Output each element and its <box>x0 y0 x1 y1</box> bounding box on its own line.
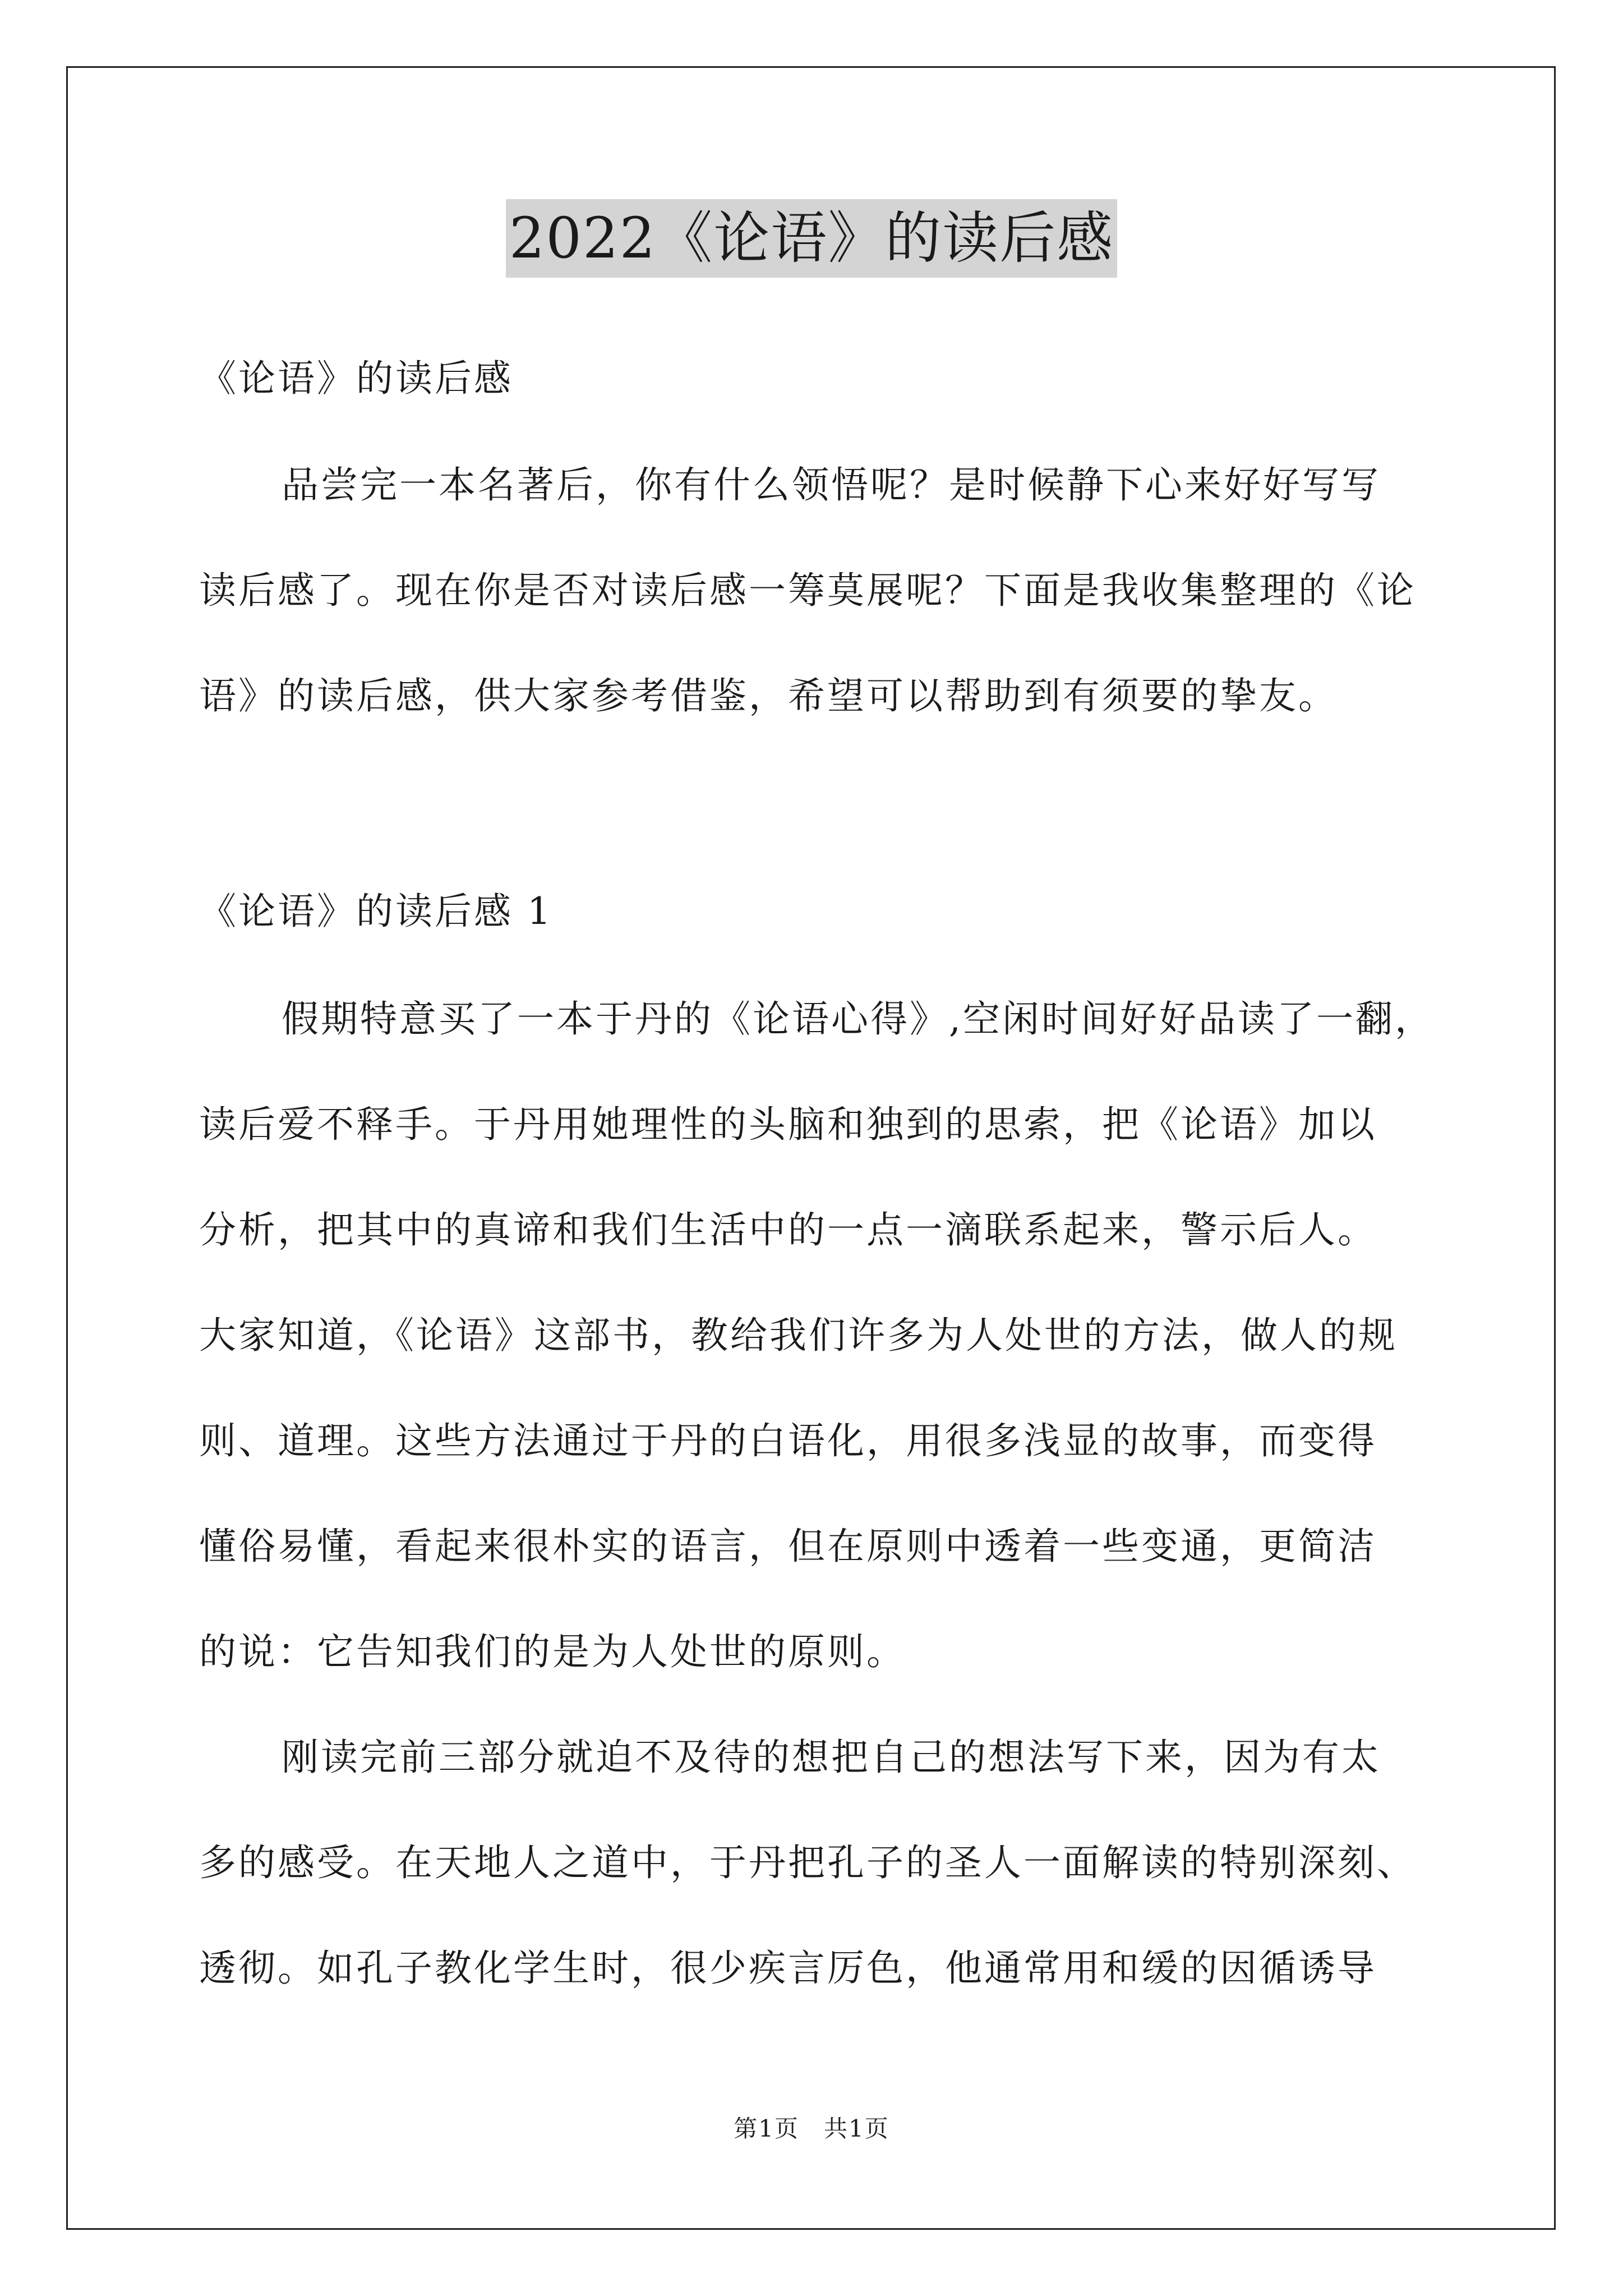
paragraph-line: 读后爱不释手。于丹用她理性的头脑和独到的思索，把《论语》加以 <box>199 1103 1377 1146</box>
paragraph-line: 则、道理。这些方法通过于丹的白语化，用很多浅显的故事，而变得 <box>199 1419 1377 1462</box>
paragraph-line: 透彻。如孔子教化学生时，很少疾言厉色，他通常用和缓的因循诱导 <box>199 1947 1377 1990</box>
section-heading: 《论语》的读后感 1 <box>199 890 553 933</box>
paragraph-line: 假期特意买了一本于丹的《论语心得》,空闲时间好好品读了一翻， <box>282 997 1434 1041</box>
page-footer: 第1页 共1页 <box>734 2115 889 2142</box>
paragraph-line: 刚读完前三部分就迫不及待的想把自己的想法写下来，因为有太 <box>282 1736 1381 1779</box>
paragraph-line: 分析，把其中的真谛和我们生活中的一点一滴联系起来，警示后人。 <box>199 1208 1377 1251</box>
document-title: 2022《论语》的读后感 <box>506 199 1118 278</box>
paragraph-line: 多的感受。在天地人之道中，于丹把孔子的圣人一面解读的特别深刻、 <box>199 1841 1416 1884</box>
title-container <box>0 199 1623 278</box>
intro-line: 读后感了。现在你是否对读后感一筹莫展呢？下面是我收集整理的《论 <box>199 569 1416 612</box>
intro-line: 语》的读后感，供大家参考借鉴，希望可以帮助到有须要的挚友。 <box>199 674 1338 717</box>
intro-heading: 《论语》的读后感 <box>199 357 513 400</box>
paragraph-line: 懂俗易懂，看起来很朴实的语言，但在原则中透着一些变通，更简洁 <box>199 1525 1377 1568</box>
paragraph-line: 大家知道，《论语》这部书，教给我们许多为人处世的方法，做人的规 <box>199 1314 1398 1357</box>
intro-line: 品尝完一本名著后，你有什么领悟呢？是时候静下心来好好写写 <box>282 463 1381 507</box>
paragraph-line: 的说：它告知我们的是为人处世的原则。 <box>199 1630 906 1673</box>
